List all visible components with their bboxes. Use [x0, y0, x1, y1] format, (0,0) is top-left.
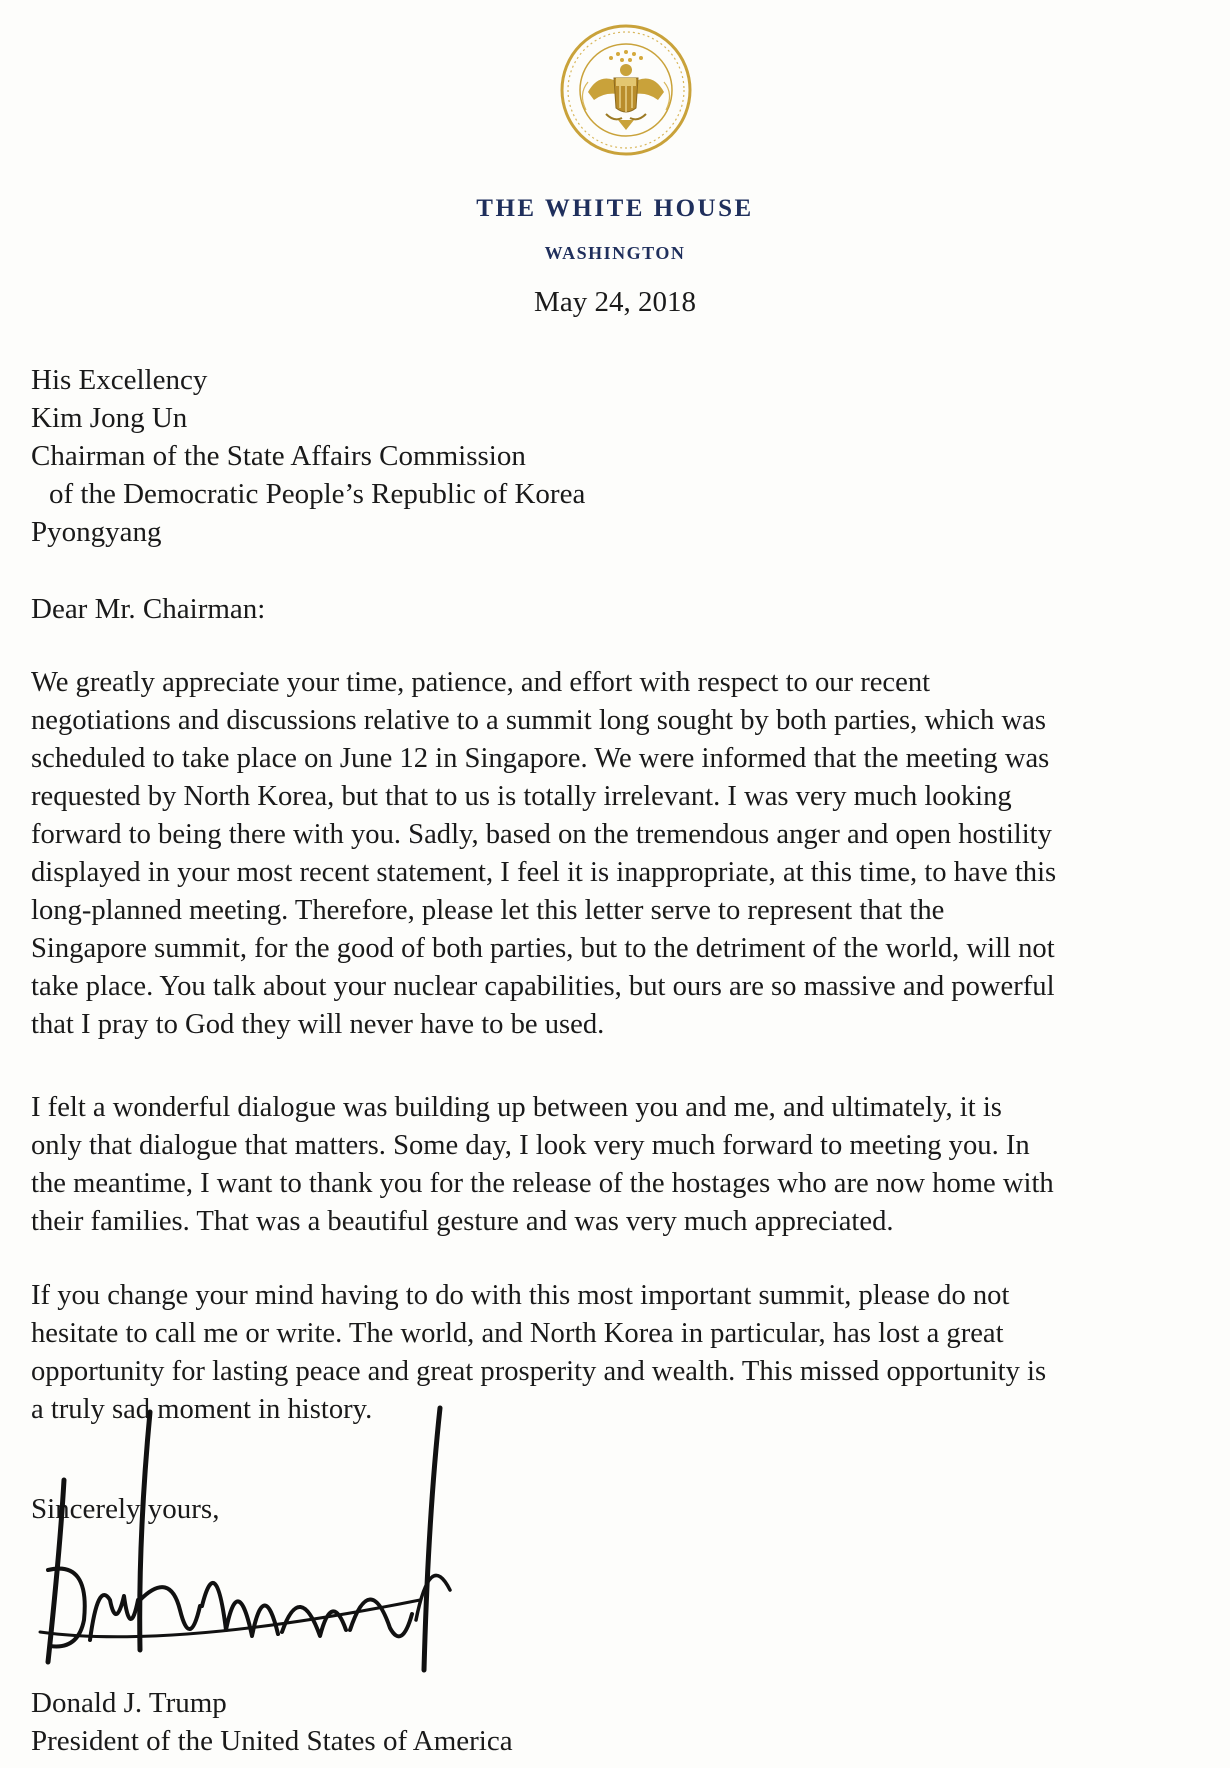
paragraph-line: Singapore summit, for the good of both parties, but to the detriment of the world, will not: [31, 933, 1055, 964]
closing: Sincerely yours,: [31, 1493, 220, 1525]
paragraph-line: displayed in your most recent statement, I feel it is inappropriate, at this time, to have this: [31, 857, 1057, 888]
body-paragraph: [31, 664, 1216, 1044]
paragraph-line: take place. You talk about your nuclear capabilities, but ours are so massive and powerful: [31, 971, 1055, 1002]
paragraph-line: their families. That was a beautiful gesture and was very much appreciated.: [31, 1206, 894, 1237]
paragraph-line: We greatly appreciate your time, patience, and effort with respect to our recent: [31, 667, 931, 698]
paragraph-line: only that dialogue that matters. Some day, I look very much forward to meeting you. In: [31, 1130, 1030, 1161]
address-line: Chairman of the State Affairs Commission: [31, 440, 526, 472]
salutation: Dear Mr. Chairman:: [31, 593, 266, 625]
signatory-name: Donald J. Trump: [31, 1687, 227, 1719]
paragraph-line: requested by North Korea, but that to us is totally irrelevant. I was very much looking: [31, 781, 1012, 812]
paragraph-line: that I pray to God they will never have to be used.: [31, 1009, 605, 1040]
letterhead-city: WASHINGTON: [544, 243, 686, 263]
paragraph-line: I felt a wonderful dialogue was building up between you and me, and ultimately, it is: [31, 1092, 1002, 1123]
paragraph-line: negotiations and discussions relative to a summit long sought by both parties, which was: [31, 705, 1046, 736]
letter-date: May 24, 2018: [534, 286, 696, 318]
paragraph-line: hesitate to call me or write. The world, and North Korea in particular, has lost a great: [31, 1318, 1004, 1349]
signatory-title: President of the United States of America: [31, 1725, 513, 1757]
address-line: Kim Jong Un: [31, 402, 188, 434]
letterhead-title: THE WHITE HOUSE: [476, 195, 754, 222]
paragraph-line: scheduled to take place on June 12 in Singapore. We were informed that the meeting was: [31, 743, 1050, 774]
paragraph-line: a truly sad moment in history.: [31, 1394, 373, 1425]
body-paragraph: [31, 1089, 1216, 1241]
address-line: Pyongyang: [31, 516, 162, 548]
paragraph-line: long-planned meeting. Therefore, please let this letter serve to represent that the: [31, 895, 945, 926]
address-line: of the Democratic People’s Republic of Korea: [49, 478, 586, 510]
paragraph-line: the meantime, I want to thank you for the release of the hostages who are now home with: [31, 1168, 1054, 1199]
handwritten-signature-icon: [20, 1400, 500, 1690]
paragraph-line: opportunity for lasting peace and great prosperity and wealth. This missed opportunity is: [31, 1356, 1047, 1387]
address-line: His Excellency: [31, 364, 208, 396]
presidential-seal-icon: [558, 22, 694, 158]
paragraph-line: If you change your mind having to do with this most important summit, please do not: [31, 1280, 1010, 1311]
paragraph-line: forward to being there with you. Sadly, based on the tremendous anger and open hostility: [31, 819, 1052, 850]
recipient-address: [31, 361, 585, 551]
